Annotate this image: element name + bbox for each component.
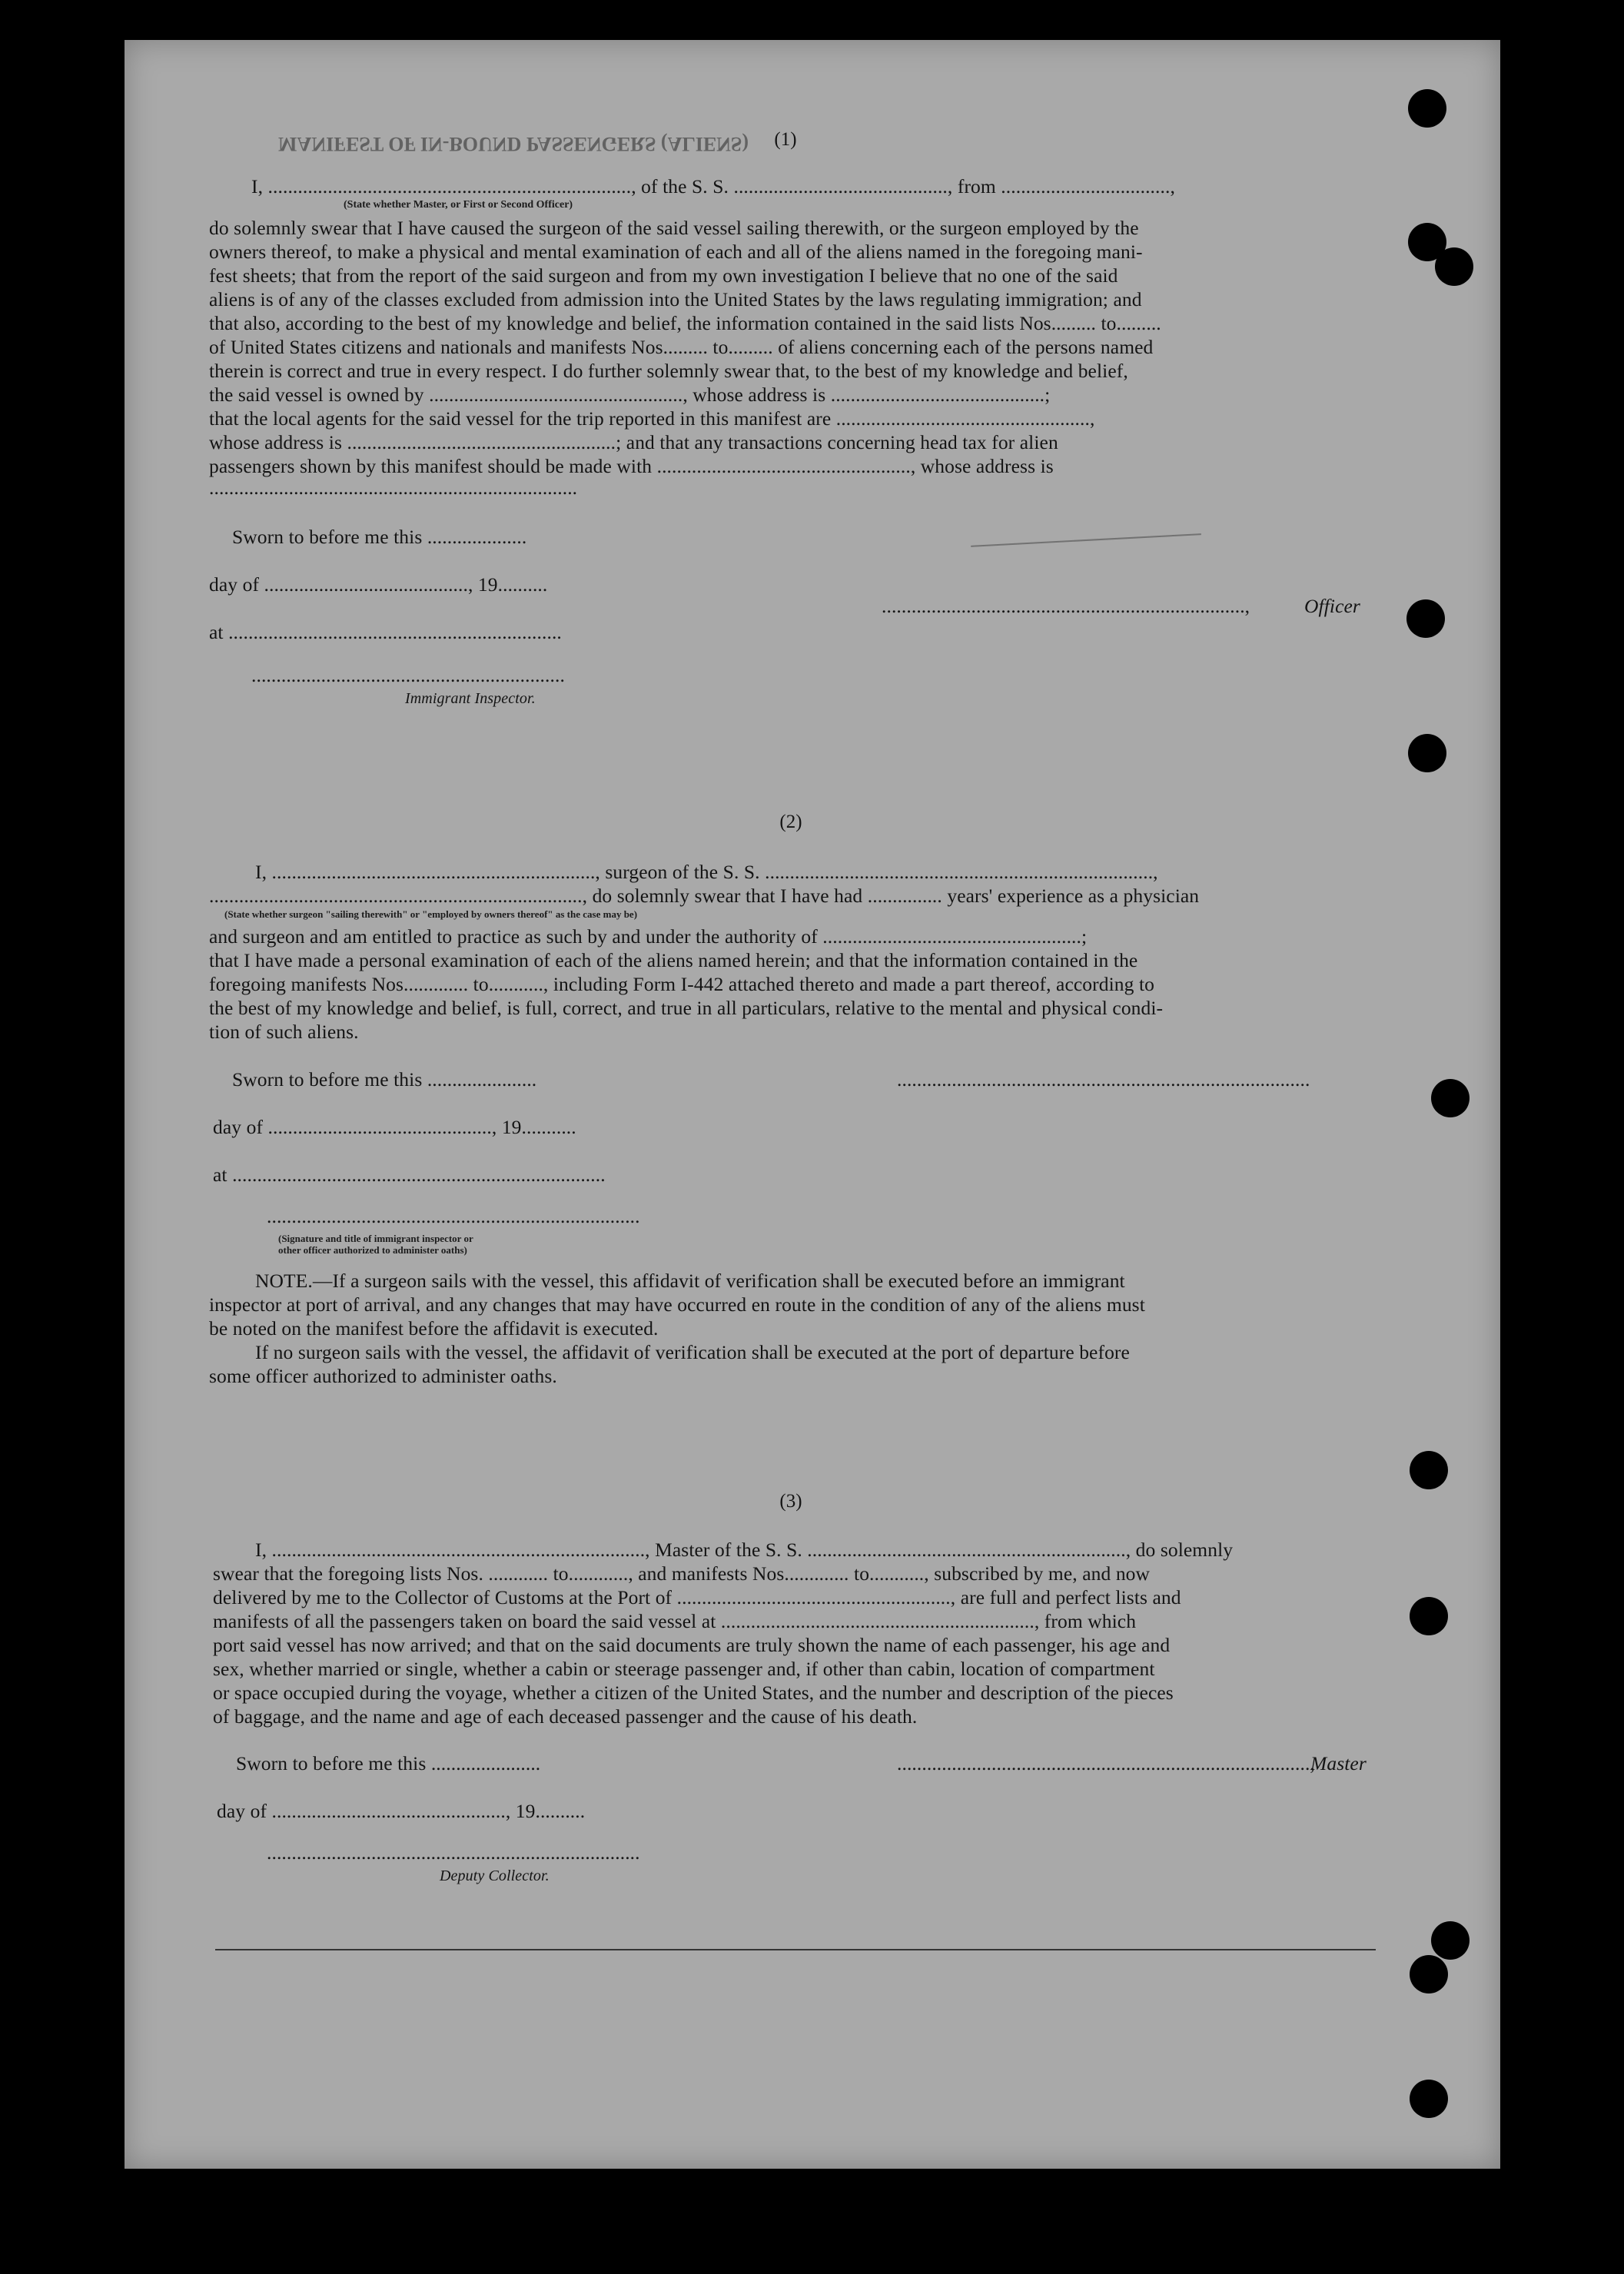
sworn-line: Sworn to before me this ...................... — [236, 1752, 541, 1774]
master-label: Master — [1310, 1752, 1367, 1774]
punch-hole — [1410, 1955, 1448, 1993]
section-2-heading: (2) — [779, 812, 802, 832]
sworn-line: Sworn to before me this .................... — [232, 526, 527, 548]
at-line: at ................................................................... — [209, 621, 562, 643]
punch-hole — [1410, 1451, 1448, 1489]
section-3-line: or space occupied during the voyage, whether a citizen of the United States, and the number and description of the pieces — [213, 1681, 1174, 1704]
punch-hole — [1410, 2080, 1448, 2118]
bottom-rule — [215, 1949, 1376, 1950]
section-3-line: of baggage, and the name and age of each deceased passenger and the cause of his death. — [213, 1705, 918, 1728]
bleed-through-title: MANIFEST OF IN-BOUND PASSENGERS (ALIENS) — [278, 133, 749, 155]
inspector-signature-line: ............................................................... — [251, 664, 565, 686]
signature-dots: ........................................................................... — [267, 1205, 640, 1227]
officer-signature-line: ........................................................................., — [882, 595, 1250, 617]
section-2-line: and surgeon and am entitled to practice as such by and under the authority of ....................................................; — [209, 925, 1088, 948]
sworn-line: Sworn to before me this ...................... — [232, 1068, 537, 1091]
signature-note: other officer authorized to administer oaths) — [278, 1244, 467, 1256]
section-1-line: that the local agents for the said vessel for the trip reported in this manifest are ..................................................., — [209, 407, 1095, 430]
section-2-line: I, ................................................................., surgeon of the S. S. .............................................................................., — [255, 861, 1158, 883]
day-line: day of ............................................., 19........... — [213, 1116, 576, 1138]
surgeon-note: (State whether surgeon "sailing therewith" or "employed by owners thereof" as the case may be) — [224, 908, 638, 920]
section-1-line: aliens is of any of the classes excluded from admission into the United States by the laws regulating immigration; and — [209, 288, 1142, 310]
section-3-line: swear that the foregoing lists Nos. ............ to............, and manifests Nos............. to..........., subscribed by me, and now — [213, 1562, 1151, 1585]
section-1-line: of United States citizens and nationals and manifests Nos......... to......... of aliens concerning each of the persons named — [209, 336, 1154, 358]
section-1-line: passengers shown by this manifest should be made with ..................................................., whose address is — [209, 455, 1054, 477]
signature-scribble — [969, 503, 1201, 547]
section-1-line: I, ........................................................................., of the S. S. ..........................................., from .................................., — [251, 175, 1175, 198]
note-line: be noted on the manifest before the affidavit is executed. — [209, 1317, 659, 1340]
section-3-heading: (3) — [779, 1491, 802, 1512]
master-signature-line: ..................................................................................., — [897, 1752, 1315, 1774]
at-line: at ........................................................................... — [213, 1164, 606, 1186]
section-3-line: I, ..........................................................................., Master of the S. S. ................................................................, do solemnly — [255, 1539, 1234, 1561]
punch-hole — [1435, 247, 1473, 286]
note-line: some officer authorized to administer oaths. — [209, 1365, 557, 1387]
note-line: inspector at port of arrival, and any changes that may have occurred en route in the condition of any of the aliens must — [209, 1293, 1145, 1316]
inspector-label: Immigrant Inspector. — [405, 690, 536, 707]
section-2-line: that I have made a personal examination of each of the aliens named herein; and that the information contained in the — [209, 949, 1138, 971]
section-2-line: foregoing manifests Nos............. to..........., including Form I-442 attached thereto and made a part thereof, according to — [209, 973, 1154, 995]
section-3-line: port said vessel has now arrived; and that on the said documents are truly shown the name of each passenger, his age and — [213, 1634, 1171, 1656]
punch-hole — [1431, 1079, 1470, 1117]
collector-label: Deputy Collector. — [440, 1867, 550, 1884]
section-2-line: ..........................................................................., do solemnly swear that I have had ............... years' experience as a physician — [209, 885, 1200, 907]
section-1-line: .......................................................................... — [209, 476, 578, 499]
punch-hole — [1406, 599, 1445, 638]
signature-line: ................................................................................... — [897, 1068, 1310, 1091]
section-2-line: the best of my knowledge and belief, is full, correct, and true in all particulars, relative to the mental and physical condi- — [209, 997, 1164, 1019]
day-line: day of ..............................................., 19.......... — [217, 1800, 586, 1822]
signature-note: (Signature and title of immigrant inspector or — [278, 1233, 473, 1244]
section-1-line: owners thereof, to make a physical and mental examination of each and all of the aliens named in the foregoing mani- — [209, 241, 1143, 263]
officer-label: Officer — [1304, 595, 1360, 617]
punch-hole — [1410, 1597, 1448, 1635]
section-3-line: sex, whether married or single, whether a cabin or steerage passenger and, if other than cabin, location of compartment — [213, 1658, 1155, 1680]
section-3-line: delivered by me to the Collector of Customs at the Port of ......................................................., are full and perfect lists and — [213, 1586, 1181, 1608]
section-1-line: do solemnly swear that I have caused the surgeon of the said vessel sailing therewith, or the surgeon employed by the — [209, 217, 1139, 239]
punch-hole — [1431, 1921, 1470, 1960]
collector-signature-line: ........................................................................... — [267, 1841, 640, 1864]
manifest-page — [125, 40, 1500, 2169]
section-1-line: fest sheets; that from the report of the said surgeon and from my own investigation I believe that no one of the said — [209, 264, 1118, 287]
section-1-line: that also, according to the best of my knowledge and belief, the information contained in the said lists Nos......... to......... — [209, 312, 1161, 334]
section-1-heading: (1) — [774, 129, 797, 150]
section-1-line: the said vessel is owned by ..................................................., whose address is ...........................................; — [209, 383, 1051, 406]
officer-note: (State whether Master, or First or Second Officer) — [344, 199, 573, 211]
section-2-line: tion of such aliens. — [209, 1021, 359, 1043]
punch-hole — [1408, 734, 1446, 772]
note-line: NOTE.—If a surgeon sails with the vessel, this affidavit of verification shall be executed before an immigrant — [255, 1270, 1125, 1292]
note-line: If no surgeon sails with the vessel, the affidavit of verification shall be executed at the port of departure before — [255, 1341, 1130, 1363]
section-1-line: whose address is ......................................................; and that any transactions concerning head tax for alien — [209, 431, 1058, 453]
section-1-line: therein is correct and true in every respect. I do further solemnly swear that, to the best of my knowledge and belief, — [209, 360, 1128, 382]
day-line: day of ........................................., 19.......... — [209, 573, 548, 596]
punch-hole — [1408, 89, 1446, 128]
section-3-line: manifests of all the passengers taken on board the said vessel at ..............................................................., from which — [213, 1610, 1137, 1632]
